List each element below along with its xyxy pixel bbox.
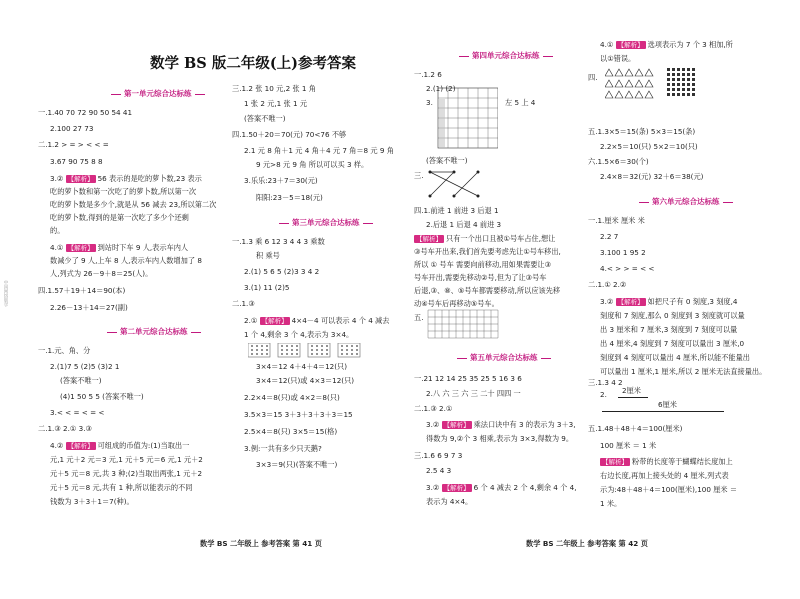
dot-square (682, 93, 685, 96)
line-label-6cm: 6厘米 (658, 400, 677, 409)
analysis-text: 乘法口诀中有 3 的表示为 3＋3, (473, 420, 576, 429)
footer-left: 数学 BS 二年级上 参考答案 第 41 页 (200, 539, 322, 548)
dot (291, 349, 293, 351)
dot-square (687, 88, 690, 91)
dot-square (667, 73, 670, 76)
text-line: 一.21 12 14 25 35 25 5 16 3 6 (414, 374, 522, 383)
analysis-tag: 【解析】 (67, 175, 94, 183)
segment-2cm (618, 397, 648, 398)
text-line: 吃的萝卜数是多少个,就是从 56 减去 23,所以第二次 (50, 200, 217, 209)
dot (321, 349, 323, 351)
text-line: 2.八 六 三 六 三 二十 四四 一 (426, 389, 521, 398)
dot-square (692, 88, 695, 91)
dot-square (692, 68, 695, 71)
dot-square (677, 78, 680, 81)
dot-square (672, 73, 675, 76)
text-line: 二.1.③ (232, 299, 255, 308)
dot (341, 349, 343, 351)
dot-square (692, 93, 695, 96)
text-line: 四.1.57＋19＋14＝90(本) (38, 286, 126, 295)
dot-square (682, 83, 685, 86)
dot (261, 353, 263, 355)
text-line: 三. (414, 171, 424, 180)
text-line: 五.1.48＋48＋4＝100(厘米) (588, 424, 683, 433)
analysis-line (50, 174, 202, 183)
text-line: 元,1 元＋2 元＝3 元,1 元＋5 元＝6 元,1 元＋2 (50, 455, 203, 464)
section-title-unit5: 第五单元综合达标练 (454, 352, 554, 363)
answer-num: 3.② (50, 174, 64, 183)
right-page (400, 0, 800, 599)
analysis-tag: 【解析】 (67, 442, 94, 450)
section-title-unit1: 第一单元综合达标练 (108, 88, 208, 99)
dot (351, 345, 353, 347)
analysis-text: 可组成的币值为:(1)当取出一 (97, 441, 190, 450)
text-line: 出 4 厘米,4 刻度到 7 刻度可以量出 3 厘米,0 (600, 339, 745, 348)
dot (291, 345, 293, 347)
dot (261, 349, 263, 351)
triangle-shape (615, 80, 623, 87)
analysis-tag: 【解析】 (416, 235, 442, 243)
analysis-line (414, 234, 555, 243)
text-line: 的。 (50, 226, 65, 235)
analysis-text: 56 表示的是吃的萝卜数,23 表示 (97, 174, 202, 183)
triangle-shape (615, 69, 623, 76)
text-line: (答案不唯一) (60, 376, 102, 385)
dot-array-svg (248, 343, 378, 359)
triangle-shape (635, 80, 643, 87)
dot (356, 345, 358, 347)
text-line: 后退,③、⑧、⑤号车都需要移动,所以应该先移 (414, 286, 561, 295)
text-line: 9 元>8 元 9 角 所以可以买 3 样。 (256, 160, 369, 169)
text-line: 元＋5 元＝8 元,共 3 种;(2)当取出两张,1 元＋2 (50, 469, 203, 478)
text-line: 号车开出,需要先移动②号,但为了让③号车 (414, 273, 547, 282)
analysis-line (50, 441, 189, 450)
triangle-shape (645, 91, 653, 98)
dot (356, 349, 358, 351)
analysis-text: 6 个 4 减去 2 个 4,剩余 4 个 4, (473, 483, 577, 492)
triangle-shape (635, 69, 643, 76)
text-line: 表示为 4×4。 (426, 497, 473, 506)
dot-square (682, 88, 685, 91)
dot-square (682, 73, 685, 76)
segment-6cm (602, 411, 724, 412)
analysis-line (426, 420, 576, 429)
analysis-text: 4×4－4 可以表示 4 个 4 减去 (291, 316, 390, 325)
dot (281, 345, 283, 347)
dot (286, 345, 288, 347)
analysis-line (600, 457, 733, 466)
dot-square (667, 93, 670, 96)
dot (326, 349, 328, 351)
text-line: 三.1.3 4 2 (588, 378, 623, 387)
dot (316, 345, 318, 347)
text-line: 人,列式为 26－9＋8＝25(人)。 (50, 269, 153, 278)
dot-square (687, 78, 690, 81)
text-line: 吃的萝卜数,得到的是第一次吃了多少个还剩 (50, 213, 189, 222)
analysis-text: 如把尺子有 0 刻度,3 刻度,4 (647, 297, 738, 306)
analysis-text: 粉带的长度等于蝴蝶结长度加上 (632, 457, 733, 466)
dot (316, 349, 318, 351)
text-line: 3.(1) 11 (2)5 (244, 283, 290, 292)
text-line: 100 厘米 ＝ 1 米 (600, 441, 657, 450)
text-line: 4.< > > = < < (600, 264, 655, 273)
analysis-line (244, 316, 389, 325)
dot (261, 345, 263, 347)
text-line: 二.1.③ 2.① 3.③ (38, 424, 92, 433)
dot-square (687, 73, 690, 76)
dot (251, 349, 253, 351)
position-grid-svg (432, 86, 498, 152)
matching-lines-svg (426, 166, 496, 202)
text-line: 积 乘号 (256, 251, 280, 260)
dot (341, 345, 343, 347)
dot (296, 345, 298, 347)
text-line: 3×4＝12 4＋4＋4＝12(只) (256, 362, 348, 371)
text-line: 四.1.50＋20＝70(元) 70<76 不够 (232, 130, 347, 139)
dot-square (667, 78, 670, 81)
text-line: 二.1.2 > = > < < = (38, 140, 109, 149)
text-line: 四. (588, 73, 598, 82)
text-line: 一.1.40 70 72 90 50 54 41 (38, 108, 133, 117)
dot-square (672, 83, 675, 86)
answer-num: 3.② (426, 420, 440, 429)
analysis-tag: 【解析】 (443, 484, 470, 492)
text-line: 3.5×3＝15 3＋3＋3＋3＋3＝15 (244, 410, 353, 419)
dot-square (677, 93, 680, 96)
text-line: 数减少了 9 人,上车 8 人,表示车内人数增加了 8 (50, 256, 202, 265)
triangle-shape (605, 91, 613, 98)
dot (356, 353, 358, 355)
text-line: 六.1.5×6＝30(个) (588, 157, 649, 166)
text-line: 示为:48＋48＋4＝100(厘米),100 厘米 ＝ (600, 485, 738, 494)
text-line: 2.(1) 5 6 5 (2)3 3 4 2 (244, 267, 320, 276)
text-line: 2. (600, 390, 607, 399)
dot-square (677, 88, 680, 91)
answer-num: 3.② (600, 297, 614, 306)
triangle-shape (625, 91, 633, 98)
dot (251, 353, 253, 355)
triangle-shape (615, 91, 623, 98)
dot (266, 345, 268, 347)
text-line: 1 个 4,剩余 3 个 4,表示为 3×4。 (244, 330, 354, 339)
matching-lines-figure (426, 166, 496, 204)
dot (341, 353, 343, 355)
triangle-shape (605, 80, 613, 87)
triangle-shape (645, 69, 653, 76)
analysis-tag: 【解析】 (602, 458, 628, 466)
dot (321, 345, 323, 347)
dot-square (677, 68, 680, 71)
text-line: 1 张 2 元,1 张 1 元 (244, 99, 308, 108)
text-line: 2.(1)7 5 (2)5 (3)2 1 (50, 362, 120, 371)
analysis-text: 到站时下车 9 人,表示车内人 (97, 243, 189, 252)
text-line: 二.1.① 2.② (588, 280, 627, 289)
answer-num: 3.② (426, 483, 440, 492)
text-line: 二.1.③ 2.① (414, 404, 453, 413)
analysis-tag: 【解析】 (67, 244, 94, 252)
text-line: 所以 ① 号车 需要向前移动,用如果需要让③ (414, 260, 552, 269)
text-line: 一.1.2 6 (414, 70, 442, 79)
text-line: 五.1.3×5＝15(条) 5×3＝15(条) (588, 127, 696, 136)
dot-square (672, 68, 675, 71)
line-label-2cm: 2厘米 (622, 386, 641, 395)
text-line: 三.1.2 张 10 元,2 张 1 角 (232, 84, 316, 93)
dot-square (687, 83, 690, 86)
analysis-tag: 【解析】 (617, 298, 644, 306)
text-line: 2.4×8＝32(元) 32＋6＝38(元) (600, 172, 704, 181)
analysis-line (600, 297, 737, 306)
text-line: 2.26－13＋14＝27(副) (50, 303, 128, 312)
analysis-tag: 【解析】 (443, 421, 470, 429)
text-line: 3.乐乐:23＋7＝30(元) (244, 176, 318, 185)
analysis-line (600, 40, 733, 49)
dot (311, 349, 313, 351)
dot-square (692, 83, 695, 86)
text-line: 3×3＝9(只)(答案不唯一) (256, 460, 338, 469)
text-line: 五. (414, 313, 424, 322)
text-line: 刻度到 4 刻度可以量出 4 厘米,所以能不能量出 (600, 353, 750, 362)
dot (326, 345, 328, 347)
text-line: 3.67 90 75 8 8 (50, 157, 103, 166)
dot (266, 349, 268, 351)
dot (281, 353, 283, 355)
text-line: 三.1.6 6 9 7 3 (414, 451, 463, 460)
analysis-tag: 【解析】 (617, 41, 644, 49)
dot (256, 349, 258, 351)
shapes-svg (605, 68, 735, 108)
dot (281, 349, 283, 351)
dot-square (677, 83, 680, 86)
section-title-unit3: 第三单元综合达标练 (276, 217, 376, 228)
dot (326, 353, 328, 355)
text-line: 2.2×5＝10(只) 5×2＝10(只) (600, 142, 698, 151)
text-line: 以①错误。 (600, 54, 636, 63)
text-line: 钱数为 3＋3＋1＝7(种)。 (50, 497, 134, 506)
text-line: (答案不唯一) (426, 156, 468, 165)
dot-square (672, 93, 675, 96)
dot (351, 353, 353, 355)
page-title: 数学 BS 版二年级(上)参考答案 (150, 55, 357, 72)
dot-square (667, 83, 670, 86)
dot-square (672, 78, 675, 81)
text-line: 2.2×4＝8(只)或 4×2＝8(只) (244, 393, 340, 402)
dot-square (667, 88, 670, 91)
side-mark: 中国网络版学 (3, 280, 8, 307)
text-line: ③号车开出来,我们首先要考虑先让①号车移出, (414, 247, 561, 256)
dot (346, 353, 348, 355)
dot (251, 345, 253, 347)
analysis-line (426, 483, 577, 492)
dot-square (692, 78, 695, 81)
dot-square (677, 73, 680, 76)
dot-square (667, 68, 670, 71)
small-grid-svg (426, 308, 506, 342)
text-line: 2.5 4 3 (426, 466, 452, 475)
dot-square (672, 88, 675, 91)
text-line: 3.< < = < = < (50, 408, 105, 417)
text-line: 2.(1) (2) (426, 84, 456, 93)
dot (346, 345, 348, 347)
analysis-text: 选项表示为 7 个 3 相加,所 (647, 40, 733, 49)
text-line: 出 3 厘米和 7 厘米,3 刻度到 7 刻度可以量 (600, 325, 738, 334)
dot-square (692, 73, 695, 76)
text-line: 3. (426, 98, 433, 107)
answer-num: 2.① (244, 316, 258, 325)
text-line: 刻度和 7 刻度,那么 0 刻度到 3 刻度就可以量 (600, 311, 745, 320)
text-line: 一.1.厘米 厘米 米 (588, 216, 645, 225)
dot-array-figure (248, 343, 378, 359)
dot (296, 353, 298, 355)
triangle-shape (625, 69, 633, 76)
dot (346, 349, 348, 351)
text-line: 3.100 1 95 2 (600, 248, 646, 257)
analysis-text: 只有一个出口且被①号车占住,想让 (446, 234, 556, 243)
dot (291, 353, 293, 355)
triangle-shape (635, 91, 643, 98)
text-line: 1 米。 (600, 499, 622, 508)
dot (266, 353, 268, 355)
text-line: (4)1 50 5 5 (答案不唯一) (60, 392, 144, 401)
answer-num: 4.② (50, 441, 64, 450)
text-line: 2.5×4＝8(只) 3×5＝15(格) (244, 427, 338, 436)
small-grid-figure (426, 308, 506, 344)
dot-square (687, 68, 690, 71)
footer-right: 数学 BS 二年级上 参考答案 第 42 页 (526, 539, 648, 548)
dot (256, 345, 258, 347)
dot (256, 353, 258, 355)
dot-square (682, 78, 685, 81)
text-line: 吃的萝卜数和第一次吃了的萝卜数,所以第一次 (50, 187, 197, 196)
analysis-tag: 【解析】 (261, 317, 288, 325)
position-grid-figure (432, 86, 498, 154)
text-line: 阳阳:23－5＝18(元) (256, 193, 323, 202)
text-line: 一.1.3 乘 6 12 3 4 4 3 乘数 (232, 237, 325, 246)
dot (316, 353, 318, 355)
text-line: 元＋5 元＝8 元,共有 1 种,所以能表示的不同 (50, 483, 193, 492)
text-line: 2.后退 1 后退 4 前进 3 (426, 220, 502, 229)
section-title-unit2: 第二单元综合达标练 (104, 326, 204, 337)
text-line: 动④号车后再移动⑤号车。 (414, 299, 499, 308)
text-line: 2.2 7 (600, 232, 619, 241)
dot (286, 353, 288, 355)
triangle-shape (605, 69, 613, 76)
text-line: 一.1.元、角、分 (38, 346, 91, 355)
text-line: 四.1.前进 1 前进 3 后退 1 (414, 206, 499, 215)
text-line: 左 5 上 4 (505, 98, 536, 107)
dot-square (682, 68, 685, 71)
text-line: 可以量出 1 厘米,1 厘米,所以 2 厘米无法直接量出。 (600, 367, 767, 376)
dot (351, 349, 353, 351)
answer-num: 4.① (600, 40, 614, 49)
dot (296, 349, 298, 351)
section-title-unit4: 第四单元综合达标练 (456, 50, 556, 61)
text-line: 3.例:一共有多少只天鹅? (244, 444, 322, 453)
section-title-unit6: 第六单元综合达标练 (636, 196, 736, 207)
shapes-figure (605, 68, 735, 110)
text-line: 2.100 27 73 (50, 124, 94, 133)
dot (321, 353, 323, 355)
triangle-shape (645, 80, 653, 87)
dot (286, 349, 288, 351)
dot-square (687, 93, 690, 96)
text-line: (答案不唯一) (244, 114, 286, 123)
answer-num: 4.① (50, 243, 64, 252)
dot (311, 345, 313, 347)
text-line: 右边长度,再加上接头处的 4 厘米,列式表 (600, 471, 729, 480)
text-line: 得数为 9,②个 3 相乘,表示为 3×3,得数为 9。 (426, 434, 574, 443)
text-line: 2.1 元 8 角＋1 元 4 角＋4 元 7 角＝8 元 9 角 (244, 146, 394, 155)
dot (311, 353, 313, 355)
triangle-shape (625, 80, 633, 87)
text-line: 3×4＝12(只)或 4×3＝12(只) (256, 376, 355, 385)
analysis-line (50, 243, 188, 252)
